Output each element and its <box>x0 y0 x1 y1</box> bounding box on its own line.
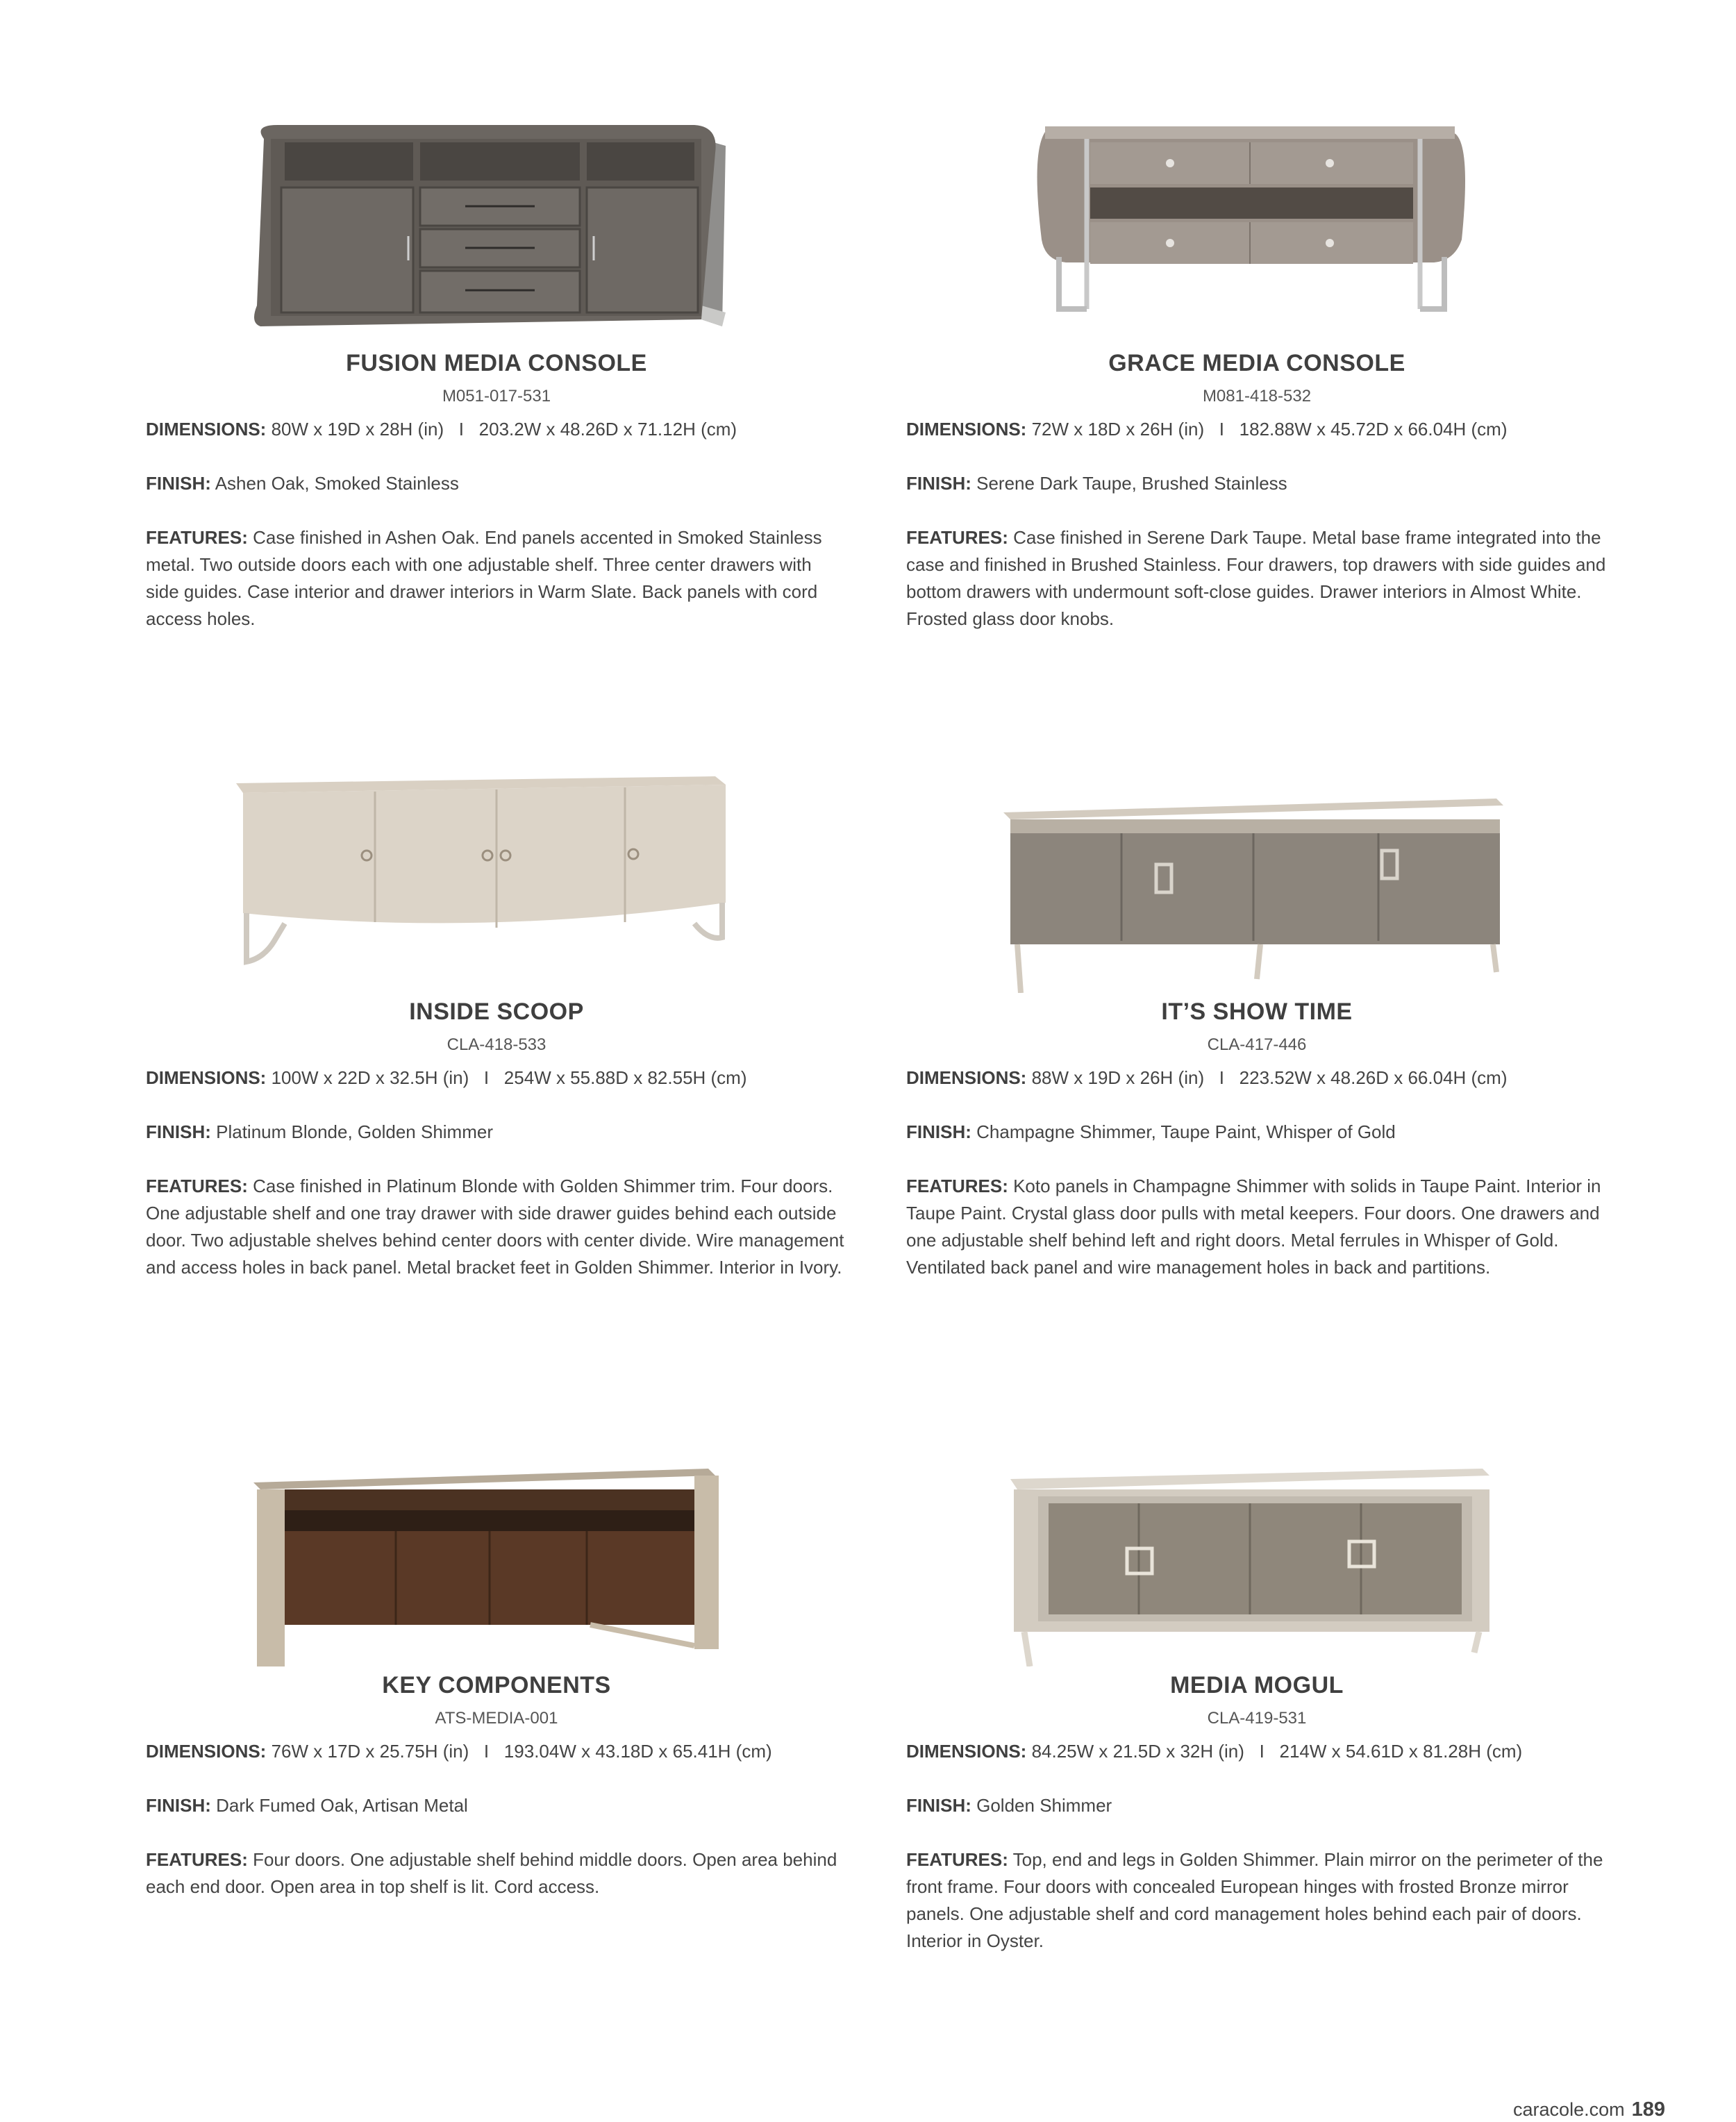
product-grace-media-console <box>906 111 1608 633</box>
page-number: 189 <box>1631 2098 1665 2121</box>
finish-line <box>146 1792 847 1819</box>
product-name: IT’S SHOW TIME <box>1161 999 1353 1025</box>
dimensions-value: 100W x 22D x 32.5H (in) I 254W x 55.88D x 82.55H (cm) <box>271 1067 747 1088</box>
dimensions-value: 80W x 19D x 28H (in) I 203.2W x 48.26D x 71.12H (cm) <box>271 419 737 440</box>
dimensions-value: 76W x 17D x 25.75H (in) I 193.04W x 43.18D x 65.41H (cm) <box>271 1741 772 1762</box>
product-media-mogul <box>906 1437 1608 1955</box>
finish-label: FINISH: <box>906 473 971 494</box>
features-label: FEATURES: <box>146 1849 248 1870</box>
key-components-image <box>146 1437 847 1666</box>
finish-label: FINISH: <box>146 1795 211 1816</box>
features-value: Case finished in Platinum Blonde with Golden Shimmer trim. Four doors. One adjustable shelf and one tray drawer with side drawer guides behind each outside door. Two adjustable shelves behind center doors with center divide. Wire management and access holes in back panel. Metal bracket feet in Golden Shimmer. Interior in Ivory. <box>146 1176 844 1278</box>
product-sku: CLA-417-446 <box>1207 1035 1307 1054</box>
features-line <box>146 524 847 633</box>
product-sku: CLA-418-533 <box>446 1035 546 1054</box>
finish-value: Platinum Blonde, Golden Shimmer <box>216 1121 493 1142</box>
inside-scoop-image <box>146 764 847 993</box>
dimensions-label: DIMENSIONS: <box>906 1067 1027 1088</box>
finish-label: FINISH: <box>906 1121 971 1142</box>
dimensions-value: 84.25W x 21.5D x 32H (in) I 214W x 54.61D x 81.28H (cm) <box>1031 1741 1523 1762</box>
finish-line <box>906 470 1608 497</box>
finish-label: FINISH: <box>906 1795 971 1816</box>
finish-value: Dark Fumed Oak, Artisan Metal <box>216 1795 468 1816</box>
finish-value: Serene Dark Taupe, Brushed Stainless <box>976 473 1287 494</box>
page-footer <box>1513 2098 1665 2121</box>
finish-line <box>906 1792 1608 1819</box>
features-label: FEATURES: <box>906 1176 1008 1196</box>
features-value: Top, end and legs in Golden Shimmer. Plain mirror on the perimeter of the front frame. Four doors with concealed European hinges with frosted Bronze mirror panels. One adjustable shelf and cord management holes behind each pair of doors. Interior in Oyster. <box>906 1849 1603 1951</box>
finish-value: Champagne Shimmer, Taupe Paint, Whisper of Gold <box>976 1121 1396 1142</box>
features-line <box>146 1173 847 1281</box>
product-name: KEY COMPONENTS <box>382 1672 611 1698</box>
media-mogul-image <box>906 1437 1608 1666</box>
finish-label: FINISH: <box>146 473 211 494</box>
finish-line <box>146 1119 847 1146</box>
dimensions-label: DIMENSIONS: <box>146 1067 267 1088</box>
features-line <box>906 1173 1608 1281</box>
product-its-show-time <box>906 764 1608 1281</box>
dimensions-line <box>146 1064 847 1092</box>
features-line <box>146 1846 847 1900</box>
product-name: FUSION MEDIA CONSOLE <box>346 350 647 376</box>
dimensions-label: DIMENSIONS: <box>146 1741 267 1762</box>
site-link[interactable]: caracole.com <box>1513 2099 1625 2120</box>
product-inside-scoop <box>146 764 847 1281</box>
features-value: Four doors. One adjustable shelf behind middle doors. Open area behind each end door. Open area in top shelf is lit. Cord access. <box>146 1849 837 1897</box>
dimensions-value: 72W x 18D x 26H (in) I 182.88W x 45.72D x 66.04H (cm) <box>1031 419 1508 440</box>
fusion-console-image <box>146 111 847 340</box>
finish-label: FINISH: <box>146 1121 211 1142</box>
product-fusion-media-console <box>146 111 847 633</box>
features-line <box>906 524 1608 633</box>
finish-line <box>906 1119 1608 1146</box>
dimensions-line <box>906 416 1608 443</box>
dimensions-value: 88W x 19D x 26H (in) I 223.52W x 48.26D x 66.04H (cm) <box>1031 1067 1508 1088</box>
dimensions-line <box>146 1738 847 1765</box>
features-label: FEATURES: <box>146 527 248 548</box>
dimensions-label: DIMENSIONS: <box>146 419 267 440</box>
product-sku: CLA-419-531 <box>1207 1709 1307 1728</box>
show-time-image <box>906 764 1608 993</box>
finish-value: Ashen Oak, Smoked Stainless <box>215 473 459 494</box>
product-key-components <box>146 1437 847 1900</box>
product-name: GRACE MEDIA CONSOLE <box>1108 350 1405 376</box>
product-sku: ATS-MEDIA-001 <box>435 1709 558 1728</box>
features-line <box>906 1846 1608 1955</box>
finish-line <box>146 470 847 497</box>
features-label: FEATURES: <box>906 527 1008 548</box>
features-value: Case finished in Ashen Oak. End panels accented in Smoked Stainless metal. Two outside doors each with one adjustable shelf. Three center drawers with side guides. Case interior and drawer interiors in Warm Slate. Back panels with cord access holes. <box>146 527 822 629</box>
features-label: FEATURES: <box>906 1849 1008 1870</box>
dimensions-label: DIMENSIONS: <box>906 419 1027 440</box>
dimensions-label: DIMENSIONS: <box>906 1741 1027 1762</box>
dimensions-line <box>906 1064 1608 1092</box>
finish-value: Golden Shimmer <box>976 1795 1112 1816</box>
features-label: FEATURES: <box>146 1176 248 1196</box>
product-sku: M051-017-531 <box>442 387 551 406</box>
features-value: Koto panels in Champagne Shimmer with solids in Taupe Paint. Interior in Taupe Paint. Crystal glass door pulls with metal keepers. Four doors. One drawers and one adjustable shelf behind left and right doors. Metal ferrules in Whisper of Gold. Ventilated back panel and wire management holes in back and partitions. <box>906 1176 1601 1278</box>
dimensions-line <box>146 416 847 443</box>
product-name: INSIDE SCOOP <box>409 999 584 1025</box>
product-name: MEDIA MOGUL <box>1170 1672 1344 1698</box>
features-value: Case finished in Serene Dark Taupe. Metal base frame integrated into the case and finished in Brushed Stainless. Four drawers, top drawers with side guides and bottom drawers with undermount soft-close guides. Drawer interiors in Almost White. Frosted glass door knobs. <box>906 527 1606 629</box>
product-sku: M081-418-532 <box>1202 387 1312 406</box>
grace-console-image <box>906 111 1608 340</box>
dimensions-line <box>906 1738 1608 1765</box>
